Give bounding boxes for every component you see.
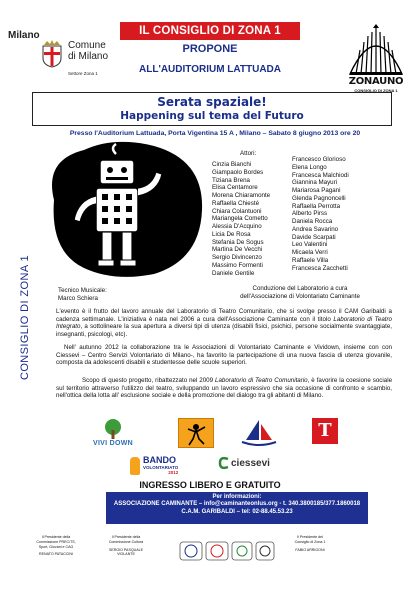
ciessevi-swirl-icon [218,456,230,470]
title-bar: IL CONSIGLIO DI ZONA 1 [120,22,300,40]
comune-label: Comune di Milano [68,40,109,62]
cast-member: Andrea Savarino [292,225,339,233]
cast-member: Elena Longo [292,163,327,171]
ciessevi-logo: ciessevi [218,456,270,474]
footer-signatory-2: Il Presidente della Commissione Cultura SERGIO PASQUALE VIOLANTE [108,535,144,557]
zonauno-logo [344,24,408,98]
cast-member: Mariarosa Pagani [292,187,341,194]
tree-icon [82,418,144,440]
cast-member: Daniela Rocca [292,218,333,225]
sail-logo [240,418,278,448]
cast-member: Davide Scarpati [292,233,336,241]
cast-member: Giampaolo Bordes [212,168,264,176]
cast-member: Glenda Pagnoncelli [292,194,346,202]
cast-member: Raffaella Chiesté [212,199,260,207]
seal-icon [232,542,252,560]
handprint-icon [130,457,140,475]
lemon-association-logo [178,418,214,448]
paragraph-2: Nell' autunno 2012 la collaborazione tra le Associazioni di Volontariato Caminante e Vividown, insieme con con Ciessevi – Centro Servizi Volontariato di Milano-, ha favorito la partecipazione di una nuova fascia di utenza giovanile, composta da adolescenti disabili e studentesse delle scuole superiori. [56,344,392,367]
cast-column-1 [212,161,270,277]
info-box [106,492,368,524]
bando-volontariato-logo: BANDO VOLONTARIATO 2012 [130,456,210,476]
cast-member: Tiziana Brena [212,176,250,184]
robot-illustration [44,140,206,280]
cast-member: Francesca Malchiodi [292,171,349,179]
info-line-2: C.A.M. GARIBALDI – tel: 02-88.45.53.23 [181,508,293,515]
cast-member: Raffaele Villa [292,256,329,264]
cast-member: Mariangela Cometto [212,215,268,223]
milano-coat-of-arms-icon [41,40,63,68]
cast-title: Attori: [240,150,257,157]
cast-member: Giannina Mayuri [292,179,338,187]
footer-signatory-1: Il Presidente della Commissione PREC/TS, Sport, Giovani e CAG RENATO PATACCINI [36,535,76,557]
ingresso-libero: INGRESSO LIBERO E GRATUITO [139,480,281,490]
cast-member: Alessia D'Acquino [212,223,262,230]
event-subtitle: Happening sul tema del Futuro [120,110,304,122]
cast-member: Massimo Formenti [212,261,263,269]
cast-member: Licia De Rosa [212,230,251,238]
side-label: CONSIGLIO DI ZONA 1 [19,255,31,380]
info-title: Per informazioni: [212,494,262,500]
comune-di-milano-logo [8,26,120,80]
t-logo-letter: T [312,418,338,444]
paragraph-1: L'evento è il frutto del lavoro annuale del Laboratorio di Teatro Comunitario, che si svolge presso il CAM Garibaldi a cadenza settimanale. L'iniziativa è nata nel 2006 a cura dell'Associazione Caminante con il titolo Laboratorio di Teatro Integrato, a sottolineare la sua apertura a diversi tipi di utenza (disabili fisici, psichici, persone socialmente svantaggiate, insegnanti, psicologi, etc). [56,308,392,338]
seal-icon [180,542,202,560]
cast-member: Chiara Colantuoni [212,207,262,215]
cast-member: Morena Chiaramonte [212,192,271,199]
conduzione-credit: Conduzione del Laboratorio a cura dell'Associazione di Volontariato Caminante [240,285,360,300]
cathedral-icon [344,24,408,76]
cast-member: Leo Valentini [292,241,328,249]
cast-member: Raffaella Perrotta [292,202,341,210]
cast-member: Sergio Divincenzo [212,254,262,261]
cast-member: Elisa Centamore [212,184,258,192]
t-logo [312,418,338,448]
dancer-icon [179,419,213,447]
cast-member: Alberto Pirss [292,210,328,218]
cast-member: Francesca Zacchetti [292,264,348,272]
cast-member: Cinzia Bianchi [212,161,252,168]
settore-label: Settore Zona 1 [68,71,98,76]
info-line-1: ASSOCIAZIONE CAMINANTE – info@caminanteonlus.org - t. 340.3800185/377.1860018 [113,501,361,508]
cast-member: Francesco Glorioso [292,156,346,163]
cast-member: Daniele Gentile [212,269,255,277]
sail-icon [240,418,278,448]
vividown-logo [82,418,144,448]
event-location: Presso l'Auditorium Lattuada, Porta Vigentina 15 A , Milano – Sabato 8 giugno 2013 ore 20 [69,130,361,137]
event-title: Serata spaziale! [157,95,267,109]
footer-seals [178,540,276,562]
zonauno-text: ZONAUNO [348,76,404,87]
auditorium-heading: ALL'AUDITORIUM LATTUADA [139,64,281,75]
seal-icon [256,542,274,560]
cast-member: Micaela Verri [292,249,328,256]
tecnico-musicale: Tecnico Musicale: Marco Schiera [58,287,107,302]
zonauno-subtext: CONSIGLIO DI ZONA 1 [354,88,398,93]
footer-signatory-3: Il Presidente del Consiglio di Zona 1 FABIO ARRIGONI [294,535,326,552]
seal-icon [206,542,228,560]
event-title-box [32,92,392,126]
milano-word: Milano [8,30,40,41]
propone-heading: PROPONE [182,43,238,55]
vividown-text: VIVI DOWN [92,440,134,447]
cast-member: Stefania De Sogus [212,238,264,246]
paragraph-3: Scopo di questo progetto, ribattezzato nel 2009 Laboratorio di Teatro Comunitario, è favorire la coesione sociale sul territorio attraverso l'utilizzo del teatro, sviluppando un lavoro espressivo che sia occasione di confronto e scambio, nell'ottica della lotta all' esclusione sociale e della promozione del dialogo tra gli abitanti di Milano. [56,377,393,400]
cast-member: Martina De Vecchi [212,246,263,254]
cast-column-2 [292,156,349,272]
